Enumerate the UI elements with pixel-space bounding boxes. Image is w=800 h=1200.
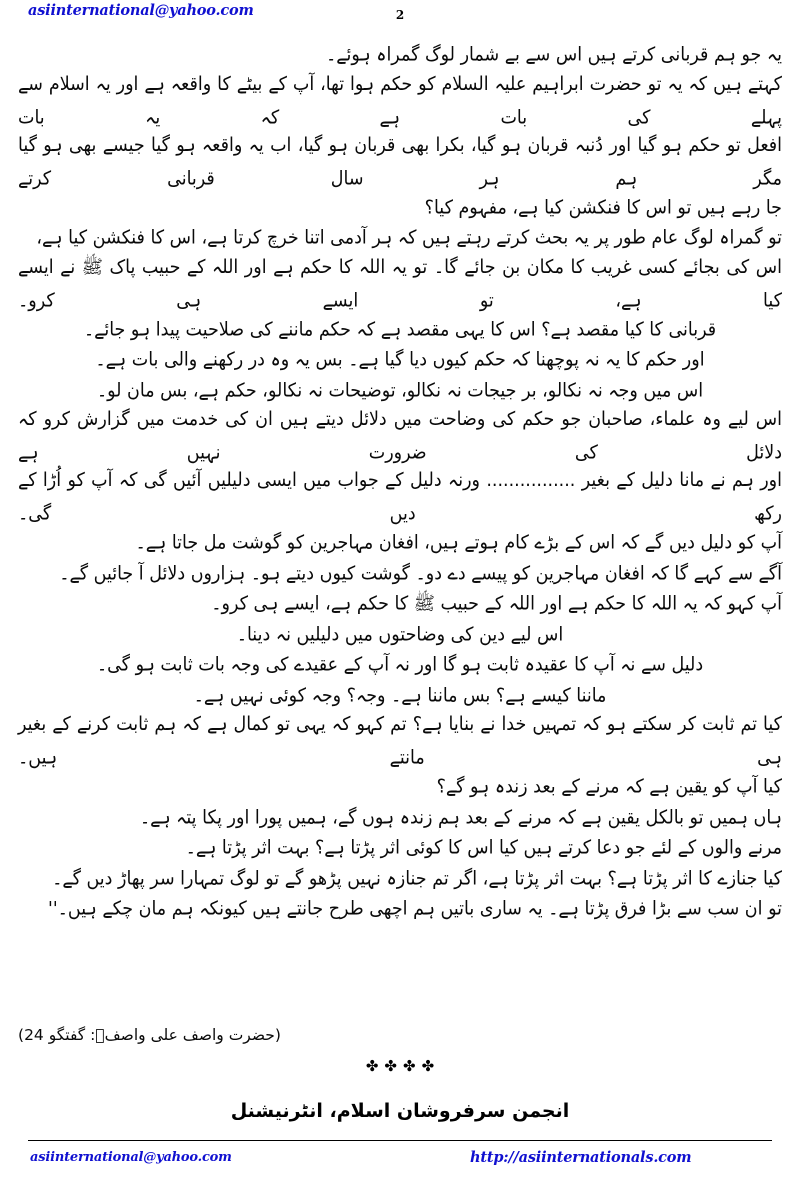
document-body	[18, 40, 782, 925]
footer-website-link[interactable]: http://asiinternationals.com	[470, 1149, 692, 1166]
body-line: کہتے ہیں کہ یہ تو حضرت ابراہیم علیہ السلام کو حکم ہوا تھا، آپ کے بیٹے کا واقعہ ہے اور یہ اسلام سے پہلے کی بات ہے کہ یہ بات	[18, 73, 782, 128]
ornament-star-icon: ✤	[365, 1057, 379, 1075]
page-footer	[0, 1100, 800, 1200]
ornament-star-icon: ✤	[403, 1057, 416, 1075]
body-line: کیا آپ کو یقین ہے کہ مرنے کے بعد زندہ ہو گے؟	[436, 776, 782, 798]
body-line: اور ہم نے مانا دلیل کے بغیر ................ ورنہ دلیل کے جواب میں ایسی دلیلیں آئیں گی کہ آپ کو اُڑا کے رکھ دیں گی۔	[18, 469, 782, 525]
footer-divider	[28, 1140, 772, 1141]
body-line: اس لیے وہ علماء، صاحبان جو حکم کی وضاحت میں دلائل دیتے ہیں ان کی خدمت میں گزارش کرو کہ دلائل کی ضرورت نہیں ہے	[18, 408, 782, 464]
body-line: دلیل سے نہ آپ کا عقیدہ ثابت ہو گا اور نہ آپ کے عقیدے کی وجہ بات ثابت ہو گی۔	[96, 654, 704, 676]
ornament-star-icon: ✤	[384, 1057, 397, 1075]
footer-organization-name: انجمن سرفروشان اسلام، انٹرنیشنل	[230, 1100, 570, 1122]
body-line: اس میں وجہ نہ نکالو، بر جیجات نہ نکالو، توضیحات نہ نکالو، حکم ہے، بس مان لو۔	[96, 379, 704, 402]
citation-source: (حضرت واصف علی واصفؒ: گفتگو 24)	[18, 1026, 281, 1044]
body-line: کیا جنازے کا اثر پڑتا ہے؟ بہت اثر پڑتا ہے، اگر تم جنازہ نہیں پڑھو گے تو لوگ تمہارا سر پھاڑ دیں گے۔	[52, 867, 782, 890]
page-header	[0, 0, 800, 38]
body-line: آپ کو دلیل دیں گے کہ اس کے بڑے کام ہوتے ہیں، افغان مہاجرین کو گوشت مل جاتا ہے۔	[135, 532, 782, 554]
header-email-link[interactable]: asiinternational@yahoo.com	[28, 2, 254, 19]
page-number: 2	[395, 8, 405, 22]
body-line: تو گمراہ لوگ عام طور پر یہ بحث کرتے رہتے ہیں کہ ہر آدمی اتنا خرچ کرتا ہے، اس کا فنکشن کیا ہے،	[36, 227, 782, 249]
body-line: یہ جو ہم قربانی کرتے ہیں اس سے بے شمار لوگ گمراہ ہوئے۔	[325, 44, 782, 66]
body-line: تو ان سب سے بڑا فرق پڑتا ہے۔ یہ ساری باتیں ہم اچھی طرح جانتے ہیں کیونکہ ہم مان چکے ہیں۔''	[48, 898, 782, 920]
body-line: کیا تم ثابت کر سکتے ہو کہ تمہیں خدا نے بنایا ہے؟ تم کہو کہ یہی تو کمال ہے کہ ہم ثابت کرنے کے بغیر ہی مانتے ہیں۔	[18, 713, 782, 769]
body-line: اس لیے دین کی وضاحتوں میں دلیلیں نہ دینا۔	[236, 623, 564, 646]
footer-links	[0, 1150, 800, 1176]
body-line: اور حکم کا یہ نہ پوچھنا کہ حکم کیوں دیا گیا ہے۔ بس یہ وہ در رکھنے والی بات ہے۔	[95, 349, 705, 371]
body-line: آپ کہو کہ یہ اللہ کا حکم ہے اور اللہ کے حبیب ﷺ کا حکم ہے، ایسے ہی کرو۔	[211, 593, 782, 615]
body-line: ماننا کیسے ہے؟ بس ماننا ہے۔ وجہ؟ وجہ کوئی نہیں ہے۔	[193, 684, 607, 707]
body-line: قربانی کا کیا مقصد ہے؟ اس کا یہی مقصد ہے کہ حکم ماننے کی صلاحیت پیدا ہو جائے۔	[83, 318, 717, 341]
body-line: مرنے والوں کے لئے جو دعا کرتے ہیں کیا اس کا کوئی اثر پڑتا ہے؟ بہت اثر پڑتا ہے۔	[185, 837, 782, 859]
body-line: ہاں ہمیں تو بالکل یقین ہے کہ مرنے کے بعد ہم زندہ ہوں گے، ہمیں پورا اور پکا پتہ ہے۔	[139, 806, 782, 829]
body-line: اس کی بجائے کسی غریب کا مکان بن جائے گا۔ تو یہ اللہ کا حکم ہے اور اللہ کے حبیب پاک ﷺ نے ایسے کیا ہے، تو ایسے ہی کرو۔	[18, 256, 782, 311]
body-line: افعل تو حکم ہو گیا اور دُنبہ قربان ہو گیا، بکرا بھی قربان ہو گیا، اب یہ واقعہ ہو گیا جیسے بھی ہو گیا مگر ہم ہر سال قربانی کرتے	[18, 134, 782, 189]
ornament-star-icon: ✤	[421, 1057, 435, 1075]
body-line: آگے سے کہے گا کہ افغان مہاجرین کو پیسے دے دو۔ گوشت کیوں دیتے ہو۔ ہزاروں دلائل آ جائیں گے۔	[59, 562, 782, 585]
footer-email-link[interactable]: asiinternational@yahoo.com	[30, 1150, 232, 1165]
body-line: جا رہے ہیں تو اس کا فنکشن کیا ہے، مفہوم کیا؟	[424, 196, 782, 219]
section-ornament-row	[0, 1058, 800, 1074]
